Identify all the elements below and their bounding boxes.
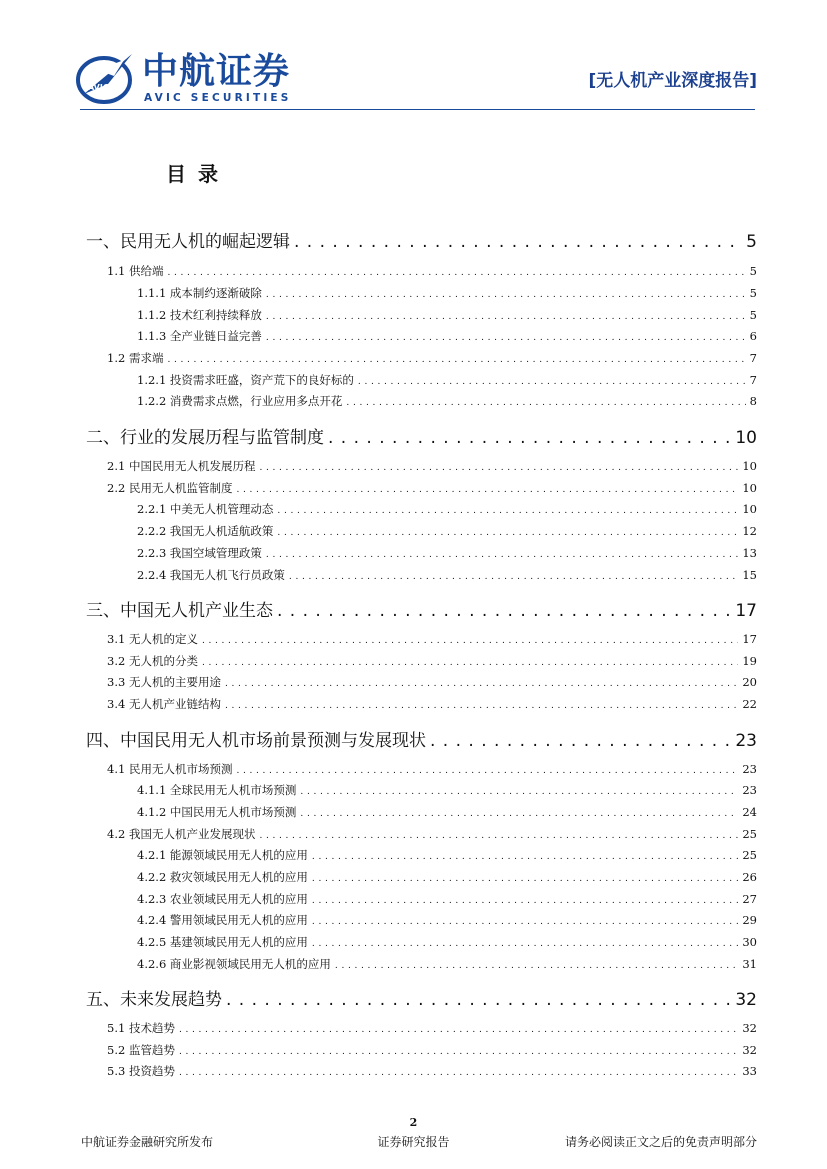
toc-entry-level-2[interactable] (107, 350, 757, 366)
toc-entry-page: 13 (742, 546, 757, 560)
toc-entry-label: 2.2.1 中美无人机管理动态 (137, 502, 274, 516)
toc-entry-page: 10 (742, 459, 757, 473)
toc-entry-level-2[interactable] (107, 263, 757, 279)
toc-entry-label: 1.2.1 投资需求旺盛，资产荒下的良好标的 (137, 373, 354, 387)
toc-entry-page: 17 (735, 601, 757, 621)
toc-entry-label: 4.2.6 商业影视领域民用无人机的应用 (137, 957, 331, 971)
toc-entry-page: 23 (735, 731, 757, 751)
toc-leader-dots (335, 961, 738, 971)
toc-entry-label: 3.3 无人机的主要用途 (107, 675, 221, 689)
toc-leader-dots (277, 506, 738, 516)
toc-entry-page: 25 (742, 848, 757, 862)
toc-entry-level-1[interactable] (86, 423, 757, 448)
toc-entry-label: 1.2.2 消费需求点燃，行业应用多点开花 (137, 394, 343, 408)
toc-leader-dots (289, 572, 738, 582)
toc-leader-dots (179, 1068, 738, 1078)
report-tag: [无人机产业深度报告] (588, 71, 757, 91)
toc-entry-label: 3.2 无人机的分类 (107, 654, 198, 668)
toc-entry-level-1[interactable] (86, 985, 757, 1010)
toc-entry-label: 1.1 供给端 (107, 264, 164, 278)
toc-entry-page: 27 (742, 892, 757, 906)
toc-entry-page: 7 (749, 351, 757, 365)
toc-entry-label: 三、中国无人机产业生态 (86, 601, 273, 621)
toc-entry-level-3[interactable] (137, 891, 757, 907)
svg-text:AVIC: AVIC (88, 83, 109, 92)
toc-entry-level-3[interactable] (137, 847, 757, 863)
toc-entry-level-2[interactable] (107, 674, 757, 690)
toc-leader-dots (266, 312, 746, 322)
toc-entry-level-2[interactable] (107, 1042, 757, 1058)
toc-entry-label: 5.2 监管趋势 (107, 1043, 175, 1057)
toc-entry-page: 32 (742, 1021, 757, 1035)
toc-leader-dots (179, 1025, 738, 1035)
toc-entry-level-1[interactable] (86, 726, 757, 751)
toc-leader-dots (294, 232, 742, 252)
toc-entry-label: 4.1.1 全球民用无人机市场预测 (137, 783, 297, 797)
toc-entry-page: 5 (746, 232, 757, 252)
toc-entry-label: 2.2.4 我国无人机飞行员政策 (137, 568, 285, 582)
toc-entry-page: 25 (742, 827, 757, 841)
toc-entry-level-2[interactable] (107, 458, 757, 474)
toc-entry-level-2[interactable] (107, 1063, 757, 1079)
toc-entry-label: 5.1 技术趋势 (107, 1021, 175, 1035)
toc-entry-page: 26 (742, 870, 757, 884)
toc-entry-label: 2.2.3 我国空域管理政策 (137, 546, 262, 560)
toc-title: 目录 (166, 162, 230, 186)
toc-entry-level-2[interactable] (107, 696, 757, 712)
toc-entry-label: 2.2 民用无人机监管制度 (107, 481, 233, 495)
toc-leader-dots (236, 766, 738, 776)
toc-entry-level-3[interactable] (137, 782, 757, 798)
toc-entry-level-1[interactable] (86, 227, 757, 252)
toc-entry-label: 四、中国民用无人机市场前景预测与发展现状 (86, 731, 426, 751)
toc-leader-dots (179, 1047, 738, 1057)
toc-entry-level-2[interactable] (107, 1020, 757, 1036)
toc-entry-label: 3.1 无人机的定义 (107, 632, 198, 646)
toc-entry-label: 3.4 无人机产业链结构 (107, 697, 221, 711)
toc-entry-page: 10 (742, 502, 757, 516)
toc-entry-label: 1.1.3 全产业链日益完善 (137, 329, 262, 343)
toc-entry-page: 23 (742, 783, 757, 797)
toc-entry-page: 6 (749, 329, 757, 343)
toc-entry-level-3[interactable] (137, 393, 757, 409)
toc-entry-label: 二、行业的发展历程与监管制度 (86, 428, 324, 448)
toc-leader-dots (277, 528, 738, 538)
toc-entry-label: 4.2.2 救灾领域民用无人机的应用 (137, 870, 308, 884)
toc-leader-dots (259, 463, 738, 473)
toc-entry-label: 1.1.1 成本制约逐渐破除 (137, 286, 262, 300)
footer-publisher: 中航证券金融研究所发布 (81, 1135, 214, 1149)
toc-entry-level-3[interactable] (137, 285, 757, 301)
toc-leader-dots (346, 398, 745, 408)
toc-entry-level-3[interactable] (137, 523, 757, 539)
toc-entry-page: 7 (749, 373, 757, 387)
toc-entry-page: 31 (742, 957, 757, 971)
toc-entry-label: 4.2 我国无人机产业发展现状 (107, 827, 256, 841)
toc-entry-page: 32 (735, 990, 757, 1010)
toc-leader-dots (277, 601, 731, 621)
toc-leader-dots (328, 428, 731, 448)
toc-entry-page: 10 (742, 481, 757, 495)
toc-entry-page: 20 (742, 675, 757, 689)
toc-entry-page: 12 (742, 524, 757, 538)
toc-entry-label: 1.1.2 技术红利持续释放 (137, 308, 262, 322)
toc-entry-level-2[interactable] (107, 826, 757, 842)
toc-entry-level-3[interactable] (137, 869, 757, 885)
toc-leader-dots (225, 701, 738, 711)
toc-entry-level-3[interactable] (137, 501, 757, 517)
toc-entry-page: 17 (742, 632, 757, 646)
footer-report-type: 证券研究报告 (377, 1135, 450, 1149)
toc-leader-dots (225, 679, 738, 689)
toc-entry-label: 2.2.2 我国无人机适航政策 (137, 524, 274, 538)
toc-entry-level-3[interactable] (137, 372, 757, 388)
toc-leader-dots (202, 658, 738, 668)
toc-entry-page: 8 (749, 394, 757, 408)
toc-entry-page: 24 (742, 805, 757, 819)
toc-entry-label: 4.2.5 基建领域民用无人机的应用 (137, 935, 308, 949)
toc-entry-page: 5 (749, 286, 757, 300)
toc-leader-dots (266, 290, 746, 300)
toc-entry-level-3[interactable] (137, 956, 757, 972)
toc-leader-dots (226, 990, 731, 1010)
toc-leader-dots (266, 333, 746, 343)
toc-entry-label: 五、未来发展趋势 (86, 990, 222, 1010)
toc-leader-dots (300, 809, 738, 819)
page-number: 2 (409, 1116, 418, 1129)
toc-entry-page: 22 (742, 697, 757, 711)
toc-entry-page: 5 (749, 264, 757, 278)
toc-entry-label: 4.2.3 农业领域民用无人机的应用 (137, 892, 308, 906)
logo-chinese-text: 中航证券 (142, 51, 291, 92)
toc-leader-dots (266, 550, 738, 560)
toc-entry-level-3[interactable] (137, 307, 757, 323)
toc-entry-level-3[interactable] (137, 328, 757, 344)
toc-leader-dots (312, 917, 738, 927)
toc-entry-page: 10 (735, 428, 757, 448)
footer-disclaimer: 请务必阅读正文之后的免责声明部分 (564, 1135, 757, 1149)
toc-entry-label: 4.2.1 能源领域民用无人机的应用 (137, 848, 308, 862)
toc-entry-page: 19 (742, 654, 757, 668)
toc-entry-level-3[interactable] (137, 567, 757, 583)
toc-leader-dots (167, 355, 745, 365)
toc-leader-dots (300, 787, 738, 797)
toc-entry-label: 一、民用无人机的崛起逻辑 (86, 232, 290, 252)
toc-entry-label: 5.3 投资趋势 (107, 1064, 175, 1078)
toc-leader-dots (312, 874, 738, 884)
toc-entry-label: 4.1 民用无人机市场预测 (107, 762, 233, 776)
toc-entry-level-2[interactable] (107, 480, 757, 496)
toc-entry-label: 2.1 中国民用无人机发展历程 (107, 459, 256, 473)
toc-entry-label: 4.2.4 警用领域民用无人机的应用 (137, 913, 308, 927)
toc-leader-dots (167, 268, 745, 278)
toc-leader-dots (312, 939, 738, 949)
toc-leader-dots (202, 636, 738, 646)
toc-leader-dots (236, 485, 738, 495)
toc-leader-dots (312, 896, 738, 906)
toc-entry-page: 32 (742, 1043, 757, 1057)
toc-entry-level-3[interactable] (137, 912, 757, 928)
toc-leader-dots (312, 852, 738, 862)
toc-entry-level-3[interactable] (137, 934, 757, 950)
toc-entry-level-3[interactable] (137, 804, 757, 820)
toc-entry-level-2[interactable] (107, 761, 757, 777)
toc-entry-label: 4.1.2 中国民用无人机市场预测 (137, 805, 297, 819)
toc-leader-dots (259, 831, 738, 841)
toc-entry-page: 33 (742, 1064, 757, 1078)
toc-entry-page: 29 (742, 913, 757, 927)
toc-entry-level-3[interactable] (137, 545, 757, 561)
toc-entry-level-2[interactable] (107, 653, 757, 669)
toc-entry-level-2[interactable] (107, 631, 757, 647)
toc-entry-label: 1.2 需求端 (107, 351, 164, 365)
logo-english-text: AVIC SECURITIES (144, 92, 292, 104)
toc-entry-level-1[interactable] (86, 596, 757, 621)
toc-entry-page: 15 (742, 568, 757, 582)
toc-entry-page: 5 (749, 308, 757, 322)
toc-entry-page: 30 (742, 935, 757, 949)
toc-leader-dots (358, 377, 746, 387)
toc-leader-dots (430, 731, 731, 751)
toc-entry-page: 23 (742, 762, 757, 776)
